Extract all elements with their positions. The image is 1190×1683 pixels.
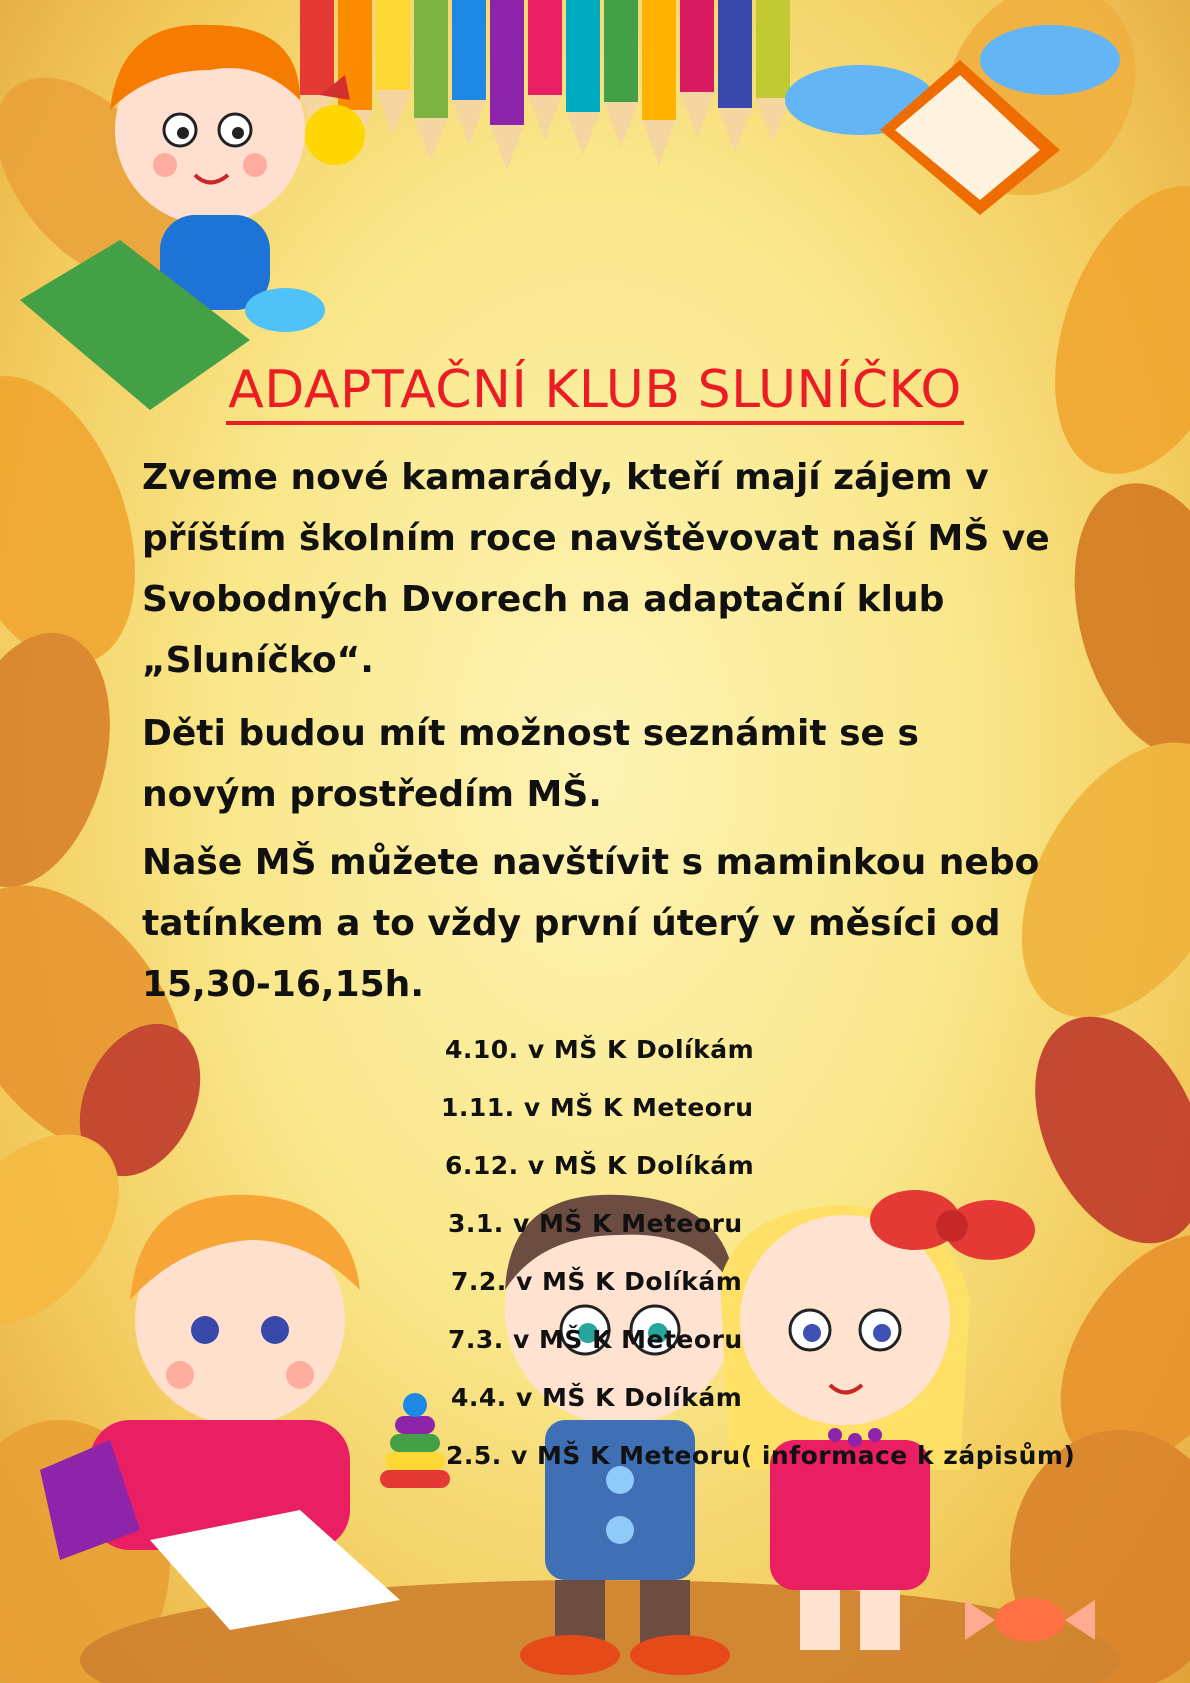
stacking-toy xyxy=(380,1393,450,1488)
date-item: 1.11. v MŠ K Meteoru xyxy=(441,1093,754,1122)
date-item: 6.12. v MŠ K Dolíkám xyxy=(445,1151,755,1180)
blonde-girl xyxy=(720,1190,1035,1650)
invitation-paragraph: Zveme nové kamarády, kteří mají zájem v příštím školním roce navštěvovat naší MŠ ve Svobodných Dvorech na adaptační klub „Sluníčko“. xyxy=(142,457,1050,681)
visit-info-paragraph: Naše MŠ můžete navštívit s maminkou nebo tatínkem a to vždy první úterý v měsíci od 15,30-16,15h. xyxy=(142,842,1040,1005)
date-item: 4.10. v MŠ K Dolíkám xyxy=(445,1035,755,1064)
colored-pencils xyxy=(300,0,790,170)
date-item: 4.4. v MŠ K Dolíkám xyxy=(451,1383,743,1412)
date-item: 2.5. v MŠ K Meteoru( informace k zápisům) xyxy=(446,1441,1076,1470)
page-title xyxy=(0,360,1190,420)
date-item: 3.1. v MŠ K Meteoru xyxy=(448,1209,743,1238)
date-item: 7.3. v MŠ K Meteoru xyxy=(448,1325,743,1354)
opportunity-paragraph: Děti budou mít možnost seznámit se s novým prostředím MŠ. xyxy=(142,713,919,815)
date-item: 7.2. v MŠ K Dolíkám xyxy=(451,1267,743,1296)
title-text: ADAPTAČNÍ KLUB SLUNÍČKO xyxy=(226,360,964,425)
